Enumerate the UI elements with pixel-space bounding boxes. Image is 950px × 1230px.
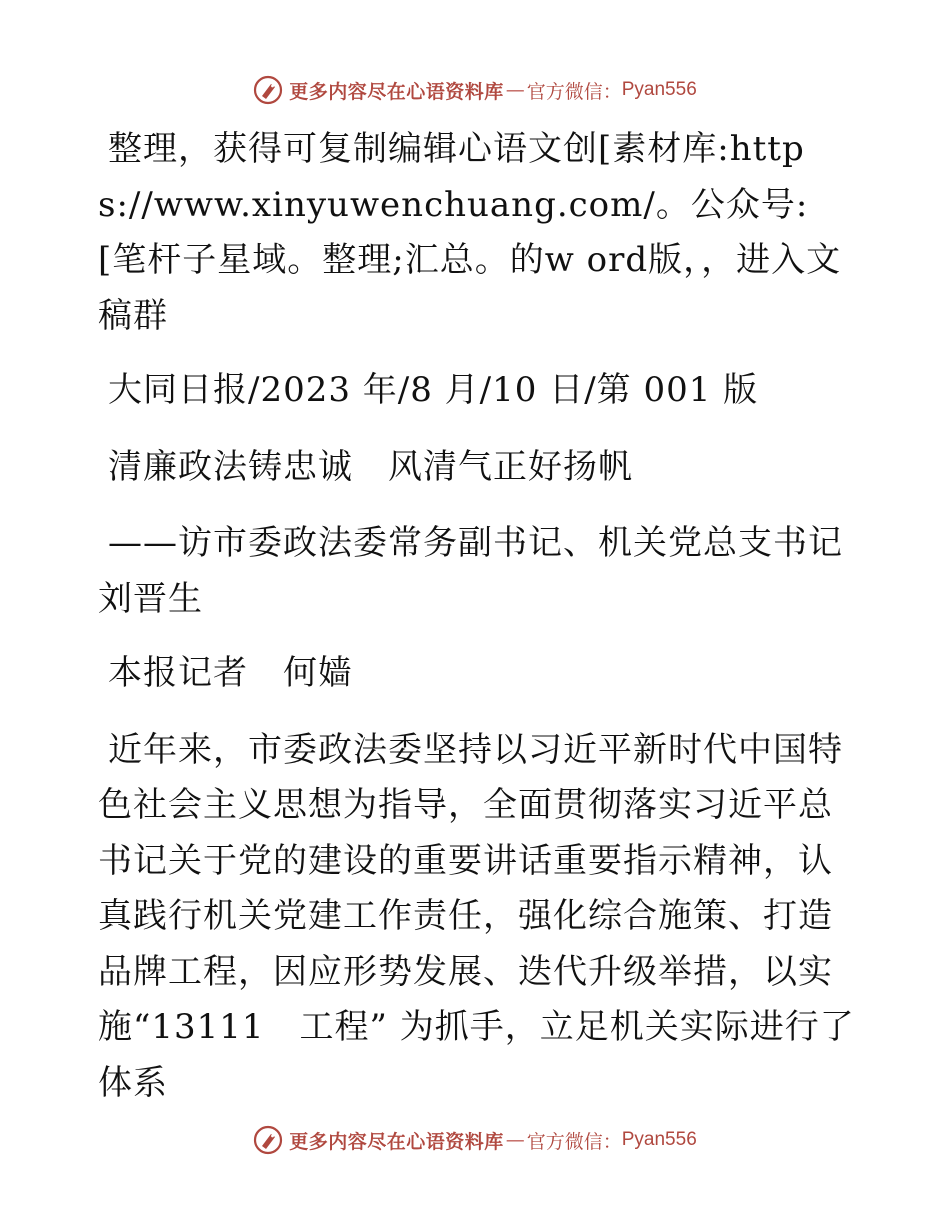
header-watermark-banner — [0, 70, 950, 110]
article-subtitle: ——访市委政法委常务副书记、机关党总支书记刘晋生 — [98, 523, 843, 619]
pen-nib-icon — [253, 75, 283, 105]
source-line: 大同日报/2023 年/8 月/10 日/第 001 版 — [108, 370, 759, 410]
body-paragraph: 近年来，市委政法委坚持以习近平新时代中国特色社会主义思想为指导，全面贯彻落实习近平总书记关于党的建设的重要讲话重要指示精神，认真践行机关党建工作责任，强化综合施策、打造品牌工程，因应形势发展、迭代升级举措，以实施“13111 工程” 为抓手，立足机关实际进行了体系 — [98, 729, 855, 1103]
footer-watermark-banner — [0, 1120, 950, 1160]
banner-promo-text: 更多内容尽在心语资料库 — [289, 80, 504, 103]
banner-separator: — — [505, 79, 525, 101]
banner-promo-text: 更多内容尽在心语资料库 — [289, 1130, 504, 1153]
article-title: 清廉政法铸忠诚 风清气正好扬帆 — [108, 446, 633, 487]
banner-wechat-id: Pyan556 — [621, 79, 697, 100]
banner-wechat-label: 官方微信： — [526, 80, 622, 103]
intro-paragraph: 整理，获得可复制编辑心语文创[素材库:https://www.xinyuwenchuang.com/。公众号: [笔杆子星域。整理;汇总。的w ord版，，进入文稿群 — [98, 129, 842, 336]
byline: 本报记者 何嫱 — [108, 653, 353, 693]
banner-wechat-id: Pyan556 — [621, 1129, 697, 1150]
banner-wechat-label: 官方微信： — [526, 1130, 622, 1153]
document-body — [98, 122, 858, 1130]
pen-nib-icon — [253, 1125, 283, 1155]
banner-separator: — — [505, 1129, 525, 1151]
